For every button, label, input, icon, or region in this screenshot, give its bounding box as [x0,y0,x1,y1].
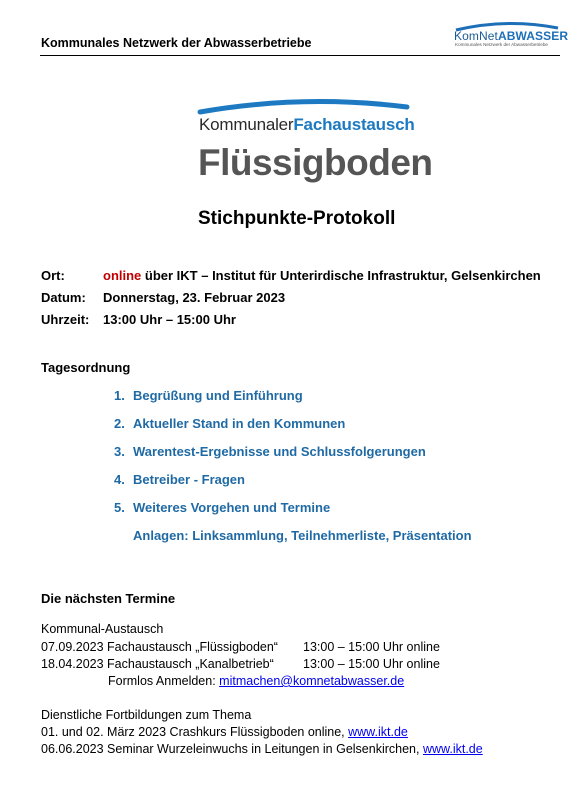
agenda-item-number: 1. [114,388,125,403]
termine-heading: Die nächsten Termine [41,591,176,606]
agenda-item-number: 5. [114,500,125,515]
document-title: Stichpunkte-Protokoll [198,208,396,229]
agenda-attachments: Anlagen: Linksammlung, Teilnehmerliste, Präsentation [133,528,472,543]
event-logo [196,98,415,138]
ort-value [103,268,541,283]
agenda-list [0,388,587,548]
header-divider [40,55,560,56]
register-label: Formlos Anmelden: [108,674,220,688]
komnet-logo [454,20,569,50]
logo-subtitle: Kommunales Netzwerk der Abwasserbetriebe [455,42,548,47]
agenda-item-text: Warentest-Ergebnisse und Schlussfolgerungen [133,444,426,459]
uhrzeit-label: Uhrzeit: [41,312,90,327]
agenda-item-text: Betreiber - Fragen [133,472,245,487]
agenda-item-number: 3. [114,444,125,459]
datum-label: Datum: [41,290,86,305]
termine-row1-date: 07.09.2023 Fachaustausch „Flüssigboden“ [41,640,278,654]
ikt-link[interactable]: www.ikt.de [348,725,408,739]
termine-row2-date: 18.04.2023 Fachaustausch „Kanalbetrieb“ [41,657,274,671]
agenda-item-text: Weiteres Vorgehen und Termine [133,500,331,515]
ort-label: Ort: [41,268,65,283]
logo-wordmark [454,29,568,43]
termine-row3-text: 01. und 02. März 2023 Crashkurs Flüssigboden online, [41,725,349,739]
meeting-info [0,268,587,328]
agenda-item-text: Begrüßung und Einführung [133,388,303,403]
termine-row2-time: 13:00 – 15:00 Uhr online [303,657,440,671]
ikt-link[interactable]: www.ikt.de [422,742,483,756]
event-logo-part1: Kommunaler [199,115,294,134]
event-title: Flüssigboden [198,142,433,183]
uhrzeit-value: 13:00 Uhr – 15:00 Uhr [103,312,236,327]
termine-row4-text: 06.06.2023 Seminar Wurzeleinwuchs in Leitungen in Gelsenkirchen, [41,742,423,756]
agenda-item-number: 2. [114,416,125,431]
logo-part2: ABWASSER [497,29,569,43]
agenda-heading: Tagesordnung [41,360,131,375]
register-line [108,674,404,688]
termine-row3 [41,725,408,739]
event-logo-text [199,115,415,135]
register-email-link[interactable]: mitmachen@komnetabwasser.de [219,674,405,688]
agenda-item-number: 4. [114,472,125,487]
ort-rest: über IKT – Institut für Unterirdische Infrastruktur, Gelsenkirchen [141,268,541,283]
termine-row1-time: 13:00 – 15:00 Uhr online [303,640,440,654]
agenda-item-text: Aktueller Stand in den Kommunen [133,416,346,431]
datum-value: Donnerstag, 23. Februar 2023 [103,290,286,305]
termine-group2-title: Dienstliche Fortbildungen zum Thema [41,708,252,722]
ort-online: online [103,268,142,283]
header-title: Kommunales Netzwerk der Abwasserbetriebe [41,36,312,50]
event-logo-part2: Fachaustausch [293,115,415,134]
termine-group1-title: Kommunal-Austausch [41,622,164,636]
termine-row4 [41,742,483,756]
logo-part1: KomNet [454,29,498,43]
